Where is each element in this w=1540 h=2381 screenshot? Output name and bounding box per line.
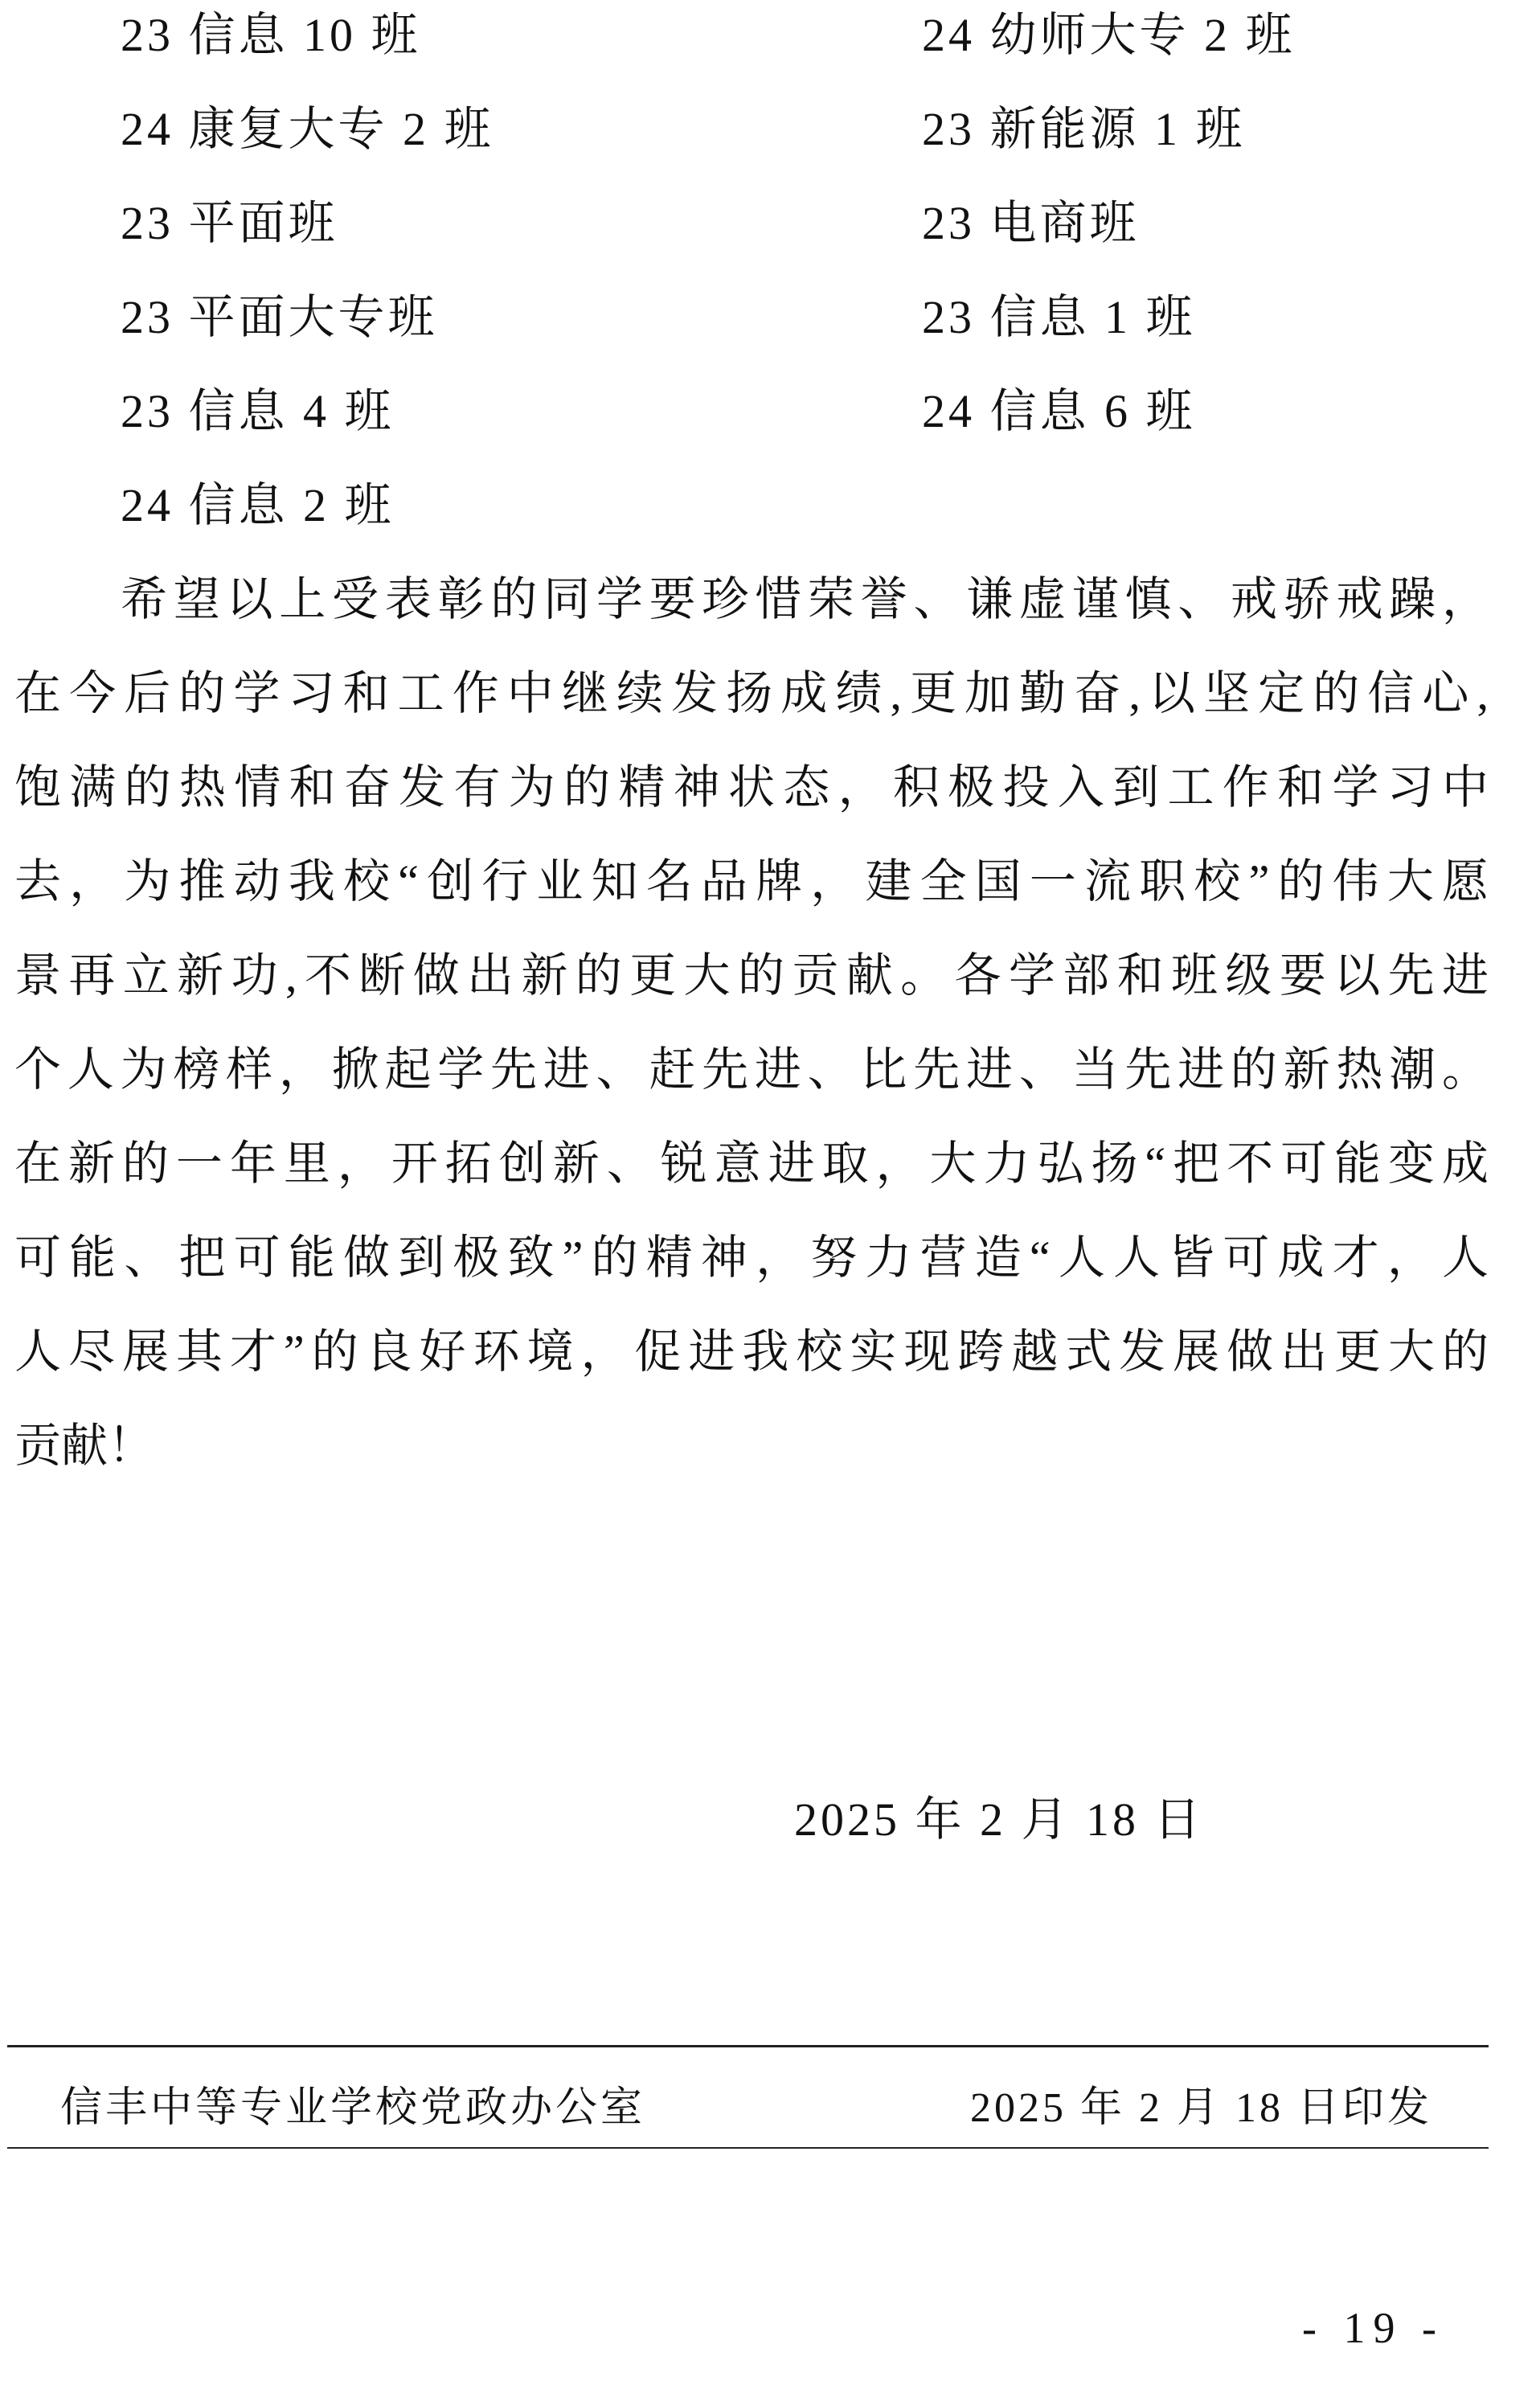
class-row (14, 364, 1489, 458)
body-text (14, 0, 1489, 1493)
class-row (14, 176, 1489, 270)
class-name: 24 信息 6 班 (922, 385, 1196, 437)
paragraph-line: 饱满的热情和奋发有为的精神状态，积极投入到工作和学习中 (14, 761, 1489, 813)
class-name: 23 新能源 1 班 (922, 103, 1246, 155)
document-date: 2025 年 2 月 18 日 (794, 1793, 1204, 1846)
class-row (14, 0, 1489, 82)
paragraph-line: 去，为推动我校“创行业知名品牌，建全国一流职校”的伟大愿 (14, 855, 1489, 908)
class-name: 23 信息 4 班 (121, 385, 395, 437)
paragraph-line: 希望以上受表彰的同学要珍惜荣誉、谦虚谨慎、戒骄戒躁， (121, 573, 1489, 625)
class-row (14, 82, 1489, 176)
class-row (14, 458, 1489, 552)
class-name: 23 信息 1 班 (922, 291, 1196, 343)
paragraph-line: 可能、把可能做到极致”的精神，努力营造“人人皆可成才，人 (14, 1231, 1489, 1284)
class-name: 24 康复大专 2 班 (121, 103, 494, 155)
class-name: 24 信息 2 班 (121, 479, 395, 531)
footer-bottom-rule (7, 2147, 1489, 2149)
class-row (14, 270, 1489, 364)
footer-issuer: 信丰中等专业学校党政办公室 (60, 2085, 646, 2131)
paragraph-line: 贡献！ (14, 1420, 155, 1472)
paragraph-line: 人尽展其才”的良好环境，促进我校实现跨越式发展做出更大的 (14, 1326, 1489, 1378)
page-number: - 19 - (1302, 2304, 1444, 2352)
footer-top-rule (7, 2045, 1489, 2047)
paragraph-line: 在新的一年里，开拓创新、锐意进取，大力弘扬“把不可能变成 (14, 1137, 1489, 1190)
class-name: 23 电商班 (922, 197, 1140, 249)
paragraph-line: 个人为榜样，掀起学先进、赶先进、比先进、当先进的新热潮。 (14, 1043, 1489, 1096)
class-name: 23 平面大专班 (121, 291, 438, 343)
class-name: 23 信息 10 班 (121, 9, 421, 61)
class-name: 23 平面班 (121, 197, 338, 249)
closing-paragraph (14, 552, 1489, 1493)
class-name: 24 幼师大专 2 班 (922, 9, 1296, 61)
footer-issue-date: 2025 年 2 月 18 日印发 (970, 2085, 1433, 2131)
paragraph-line: 景再立新功,不断做出新的更大的贡献。各学部和班级要以先进 (14, 949, 1489, 1002)
paragraph-line: 在今后的学习和工作中继续发扬成绩,更加勤奋,以坚定的信心, (14, 667, 1489, 719)
